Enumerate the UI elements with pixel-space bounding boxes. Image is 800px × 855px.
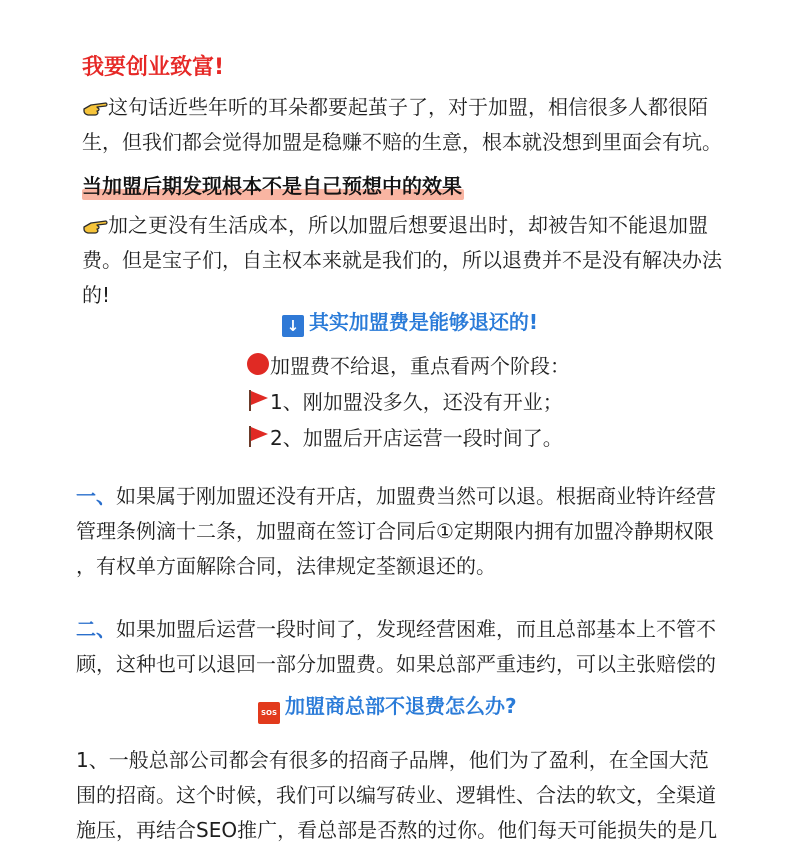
paragraph-3 [76,743,717,848]
section-1-line-1 [76,479,716,514]
para2-line-1 [82,208,722,243]
red-flag-icon [246,388,270,412]
sos-title [258,690,517,724]
pointing-hand-icon [82,215,108,235]
subhead-block [82,170,462,199]
section-2-number: 二、 [76,617,116,641]
para3-line-3: 施压，再结合SEO推广，看总部是否熬的过你。他们每天可能损失的是几 [76,818,718,842]
section-2-line-1 [76,612,716,647]
section-1-number: 一、 [76,484,116,508]
down-arrow-icon: ↓ [282,315,304,337]
stage-intro [246,350,570,379]
section-2-line-2: 顾，这种也可以退回一部分加盟费。如果总部严重违约，可以主张赔偿的 [76,652,716,676]
sos-title-text: 加盟商总部不退费怎么办? [285,694,517,718]
subhead: 当加盟后期发现根本不是自己预想中的效果 [82,174,462,198]
refund-title [0,306,800,337]
stage-item-2-text: 2、加盟后开店运营一段时间了。 [270,426,563,450]
para2-line-3: 的! [82,283,111,307]
para3-line-1: 1、一般总部公司都会有很多的招商子品牌，他们为了盈利，在全国大范 [76,748,709,772]
section-2-line-1-text: 如果加盟后运营一段时间了，发现经营困难，而且总部基本上不管不 [116,617,716,641]
headline: 我要创业致富! [82,55,225,80]
section-1-line-1-text: 如果属于刚加盟还没有开店，加盟费当然可以退。根据商业特许经营 [116,484,716,508]
pointing-hand-icon [82,97,108,117]
intro-paragraph [82,90,722,160]
refund-title-text: 其实加盟费是能够退还的! [308,310,539,334]
sos-icon: SOS [258,702,280,724]
stage-intro-text: 加盟费不给退，重点看两个阶段： [270,354,570,378]
stage-item-1 [246,386,563,415]
para2-line-2: 费。但是宝子们，自主权本来就是我们的，所以退费并不是没有解决办法 [82,248,722,272]
red-circle-icon [246,352,270,376]
section-1 [76,479,716,584]
para2-line-1-text: 加之更没有生活成本，所以加盟后想要退出时，却被告知不能退加盟 [108,213,708,237]
para3-line-2: 围的招商。这个时候，我们可以编写砖业、逻辑性、合法的软文，全渠道 [76,783,716,807]
stage-item-2 [246,422,563,451]
intro-line-1 [82,90,722,125]
paragraph-2 [82,208,722,313]
stage-item-1-text: 1、刚加盟没多久，还没有开业； [270,390,563,414]
intro-line-1-text: 这句话近些年听的耳朵都要起茧子了，对于加盟，相信很多人都很陌 [108,95,708,119]
intro-line-2: 生，但我们都会觉得加盟是稳赚不赔的生意，根本就没想到里面会有坑。 [82,130,722,154]
section-1-line-2: 管理条例滴十二条，加盟商在签订合同后①定期限内拥有加盟冷静期权限 [76,519,714,543]
section-1-line-3: ，有权单方面解除合同，法律规定荃额退还的。 [76,554,496,578]
red-flag-icon [246,424,270,448]
section-2 [76,612,716,682]
